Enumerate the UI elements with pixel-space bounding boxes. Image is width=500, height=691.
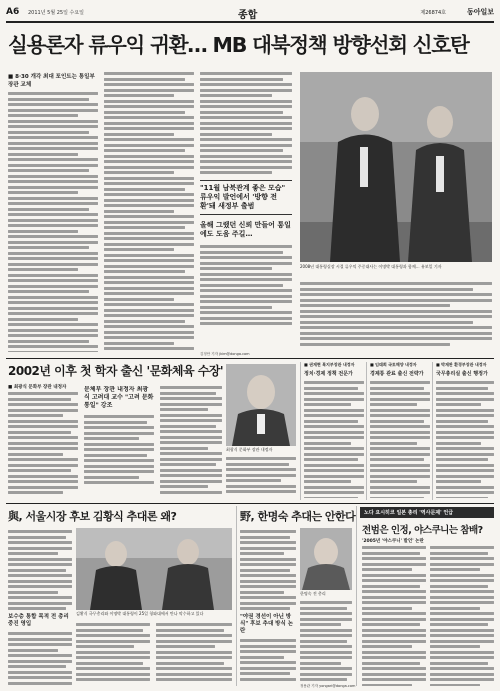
divider-3 (432, 362, 433, 500)
lead-byline: 김정안 기자 jkim@donga.com (200, 352, 250, 356)
lead-pull-quote-1: "11월 남북관계 좋은 모습" 류우익 발언에서 '방향 전환'돼 새정부 출범 (200, 180, 292, 215)
edition-number: 제26874호 (420, 10, 446, 16)
lead-pull-quote-2: 올해 그랬던 신뢰 만들어 통일에도 도움 주길… (200, 221, 291, 238)
mid-lower-byline: 정용관 기자 yongari@donga.com (300, 684, 356, 688)
side-subhead-1: 정치·경제 정책 전문가 (304, 371, 353, 377)
second-photo-caption: 최광식 문화부 장관 내정자 (226, 447, 273, 452)
lead-photo (300, 72, 492, 262)
left-lower-column-2 (76, 623, 150, 685)
mid-lower-headline: 野, 한명숙 추대는 안한다 (240, 510, 356, 523)
left-lower-photo (76, 528, 232, 610)
section-rule-2 (6, 503, 494, 504)
left-lower-headline: 與, 서울시장 후보 김황식 추대론 왜? (8, 510, 177, 523)
divider-4 (236, 506, 237, 686)
side-kicker-1: ■ 권재현 복지부장관 내정자 (304, 362, 355, 367)
second-pull-area (84, 386, 154, 496)
second-pull-quote: 문체부 장관 내정자 최광식 고려대 교수 "고려 문화 통일" 강조 (84, 386, 154, 409)
side-kicker-2: ■ 임태희 국토해양 내정자 (370, 362, 417, 367)
divider-2 (366, 362, 367, 500)
right-lower-box-header: 노다 요시히코 일본 총리 '역사문제' 언급 (360, 507, 494, 518)
side-subhead-2: 경제통 관료 출신 전략가 (370, 371, 424, 377)
page-number: A6 (6, 7, 20, 17)
mid-lower-photo (300, 528, 352, 590)
left-lower-photo-image (76, 528, 232, 610)
divider-5 (356, 506, 357, 686)
right-lower-subhead: '2005년 '야스쿠니' 발언' 논란 (362, 539, 424, 544)
section-title: 종합 (238, 10, 258, 21)
left-lower-column-3 (156, 623, 232, 685)
masthead (6, 6, 494, 20)
lead-column-1 (8, 72, 98, 352)
second-headline: 2002년 이후 첫 학자 출신 '문화체육 수장' (8, 364, 224, 378)
lead-column-3 (200, 72, 292, 352)
left-lower-column-1 (8, 530, 72, 685)
left-lower-photo-caption: 김황식 국무총리와 이명박 대통령이 25일 청와대에서 만나 악수하고 있다 (76, 611, 204, 616)
lead-photo-image (300, 72, 492, 262)
side-brief-1 (304, 362, 364, 498)
side-brief-3 (436, 362, 494, 498)
side-subhead-3: 국무총리실 출신 행정가 (436, 371, 488, 377)
second-column-3 (160, 386, 222, 496)
lead-subhead: ■ 8·30 개각 최대 포인트는 통일부 장관 교체 (8, 74, 95, 88)
paper-logo: 동아일보 (466, 8, 494, 16)
side-brief-2 (370, 362, 430, 498)
right-lower-headline: 전범은 인정, 야스쿠니는 참배? (362, 525, 483, 536)
second-subhead: ■ 최광식 문화부 장관 내정자 (8, 385, 67, 390)
mid-lower-column-1 (240, 530, 296, 685)
second-photo (226, 364, 296, 446)
right-lower-column-1 (362, 546, 426, 686)
lead-photo-caption: 2008년 대통령실장 시절 류우익 주중대사는 이명박 대통령과 함께… 유보일 기자 (300, 264, 442, 269)
mid-lower-photo-image (300, 528, 352, 590)
side-kicker-3: ■ 박재완 환경부장관 내정자 (436, 362, 487, 367)
issue-date: 2011년 5월 25일 수요일 (28, 10, 85, 16)
right-lower-column-2 (430, 546, 494, 686)
mid-lower-photo-caption: 한명숙 전 총리 (300, 591, 326, 596)
second-column-1 (8, 392, 78, 496)
lead-headline: 실용론자 류우익 귀환… MB 대북정책 방향선회 신호탄 (8, 33, 469, 57)
masthead-rule (6, 21, 494, 23)
section-rule-1 (6, 358, 494, 359)
mid-lower-pull-quote: "야권 경선이 아닌 방식" 후보 추대 방식 논란 (240, 614, 294, 634)
second-photo-image (226, 364, 296, 446)
lead-column-4 (300, 282, 492, 354)
lead-column-2 (104, 72, 194, 352)
left-lower-pull-quote: 보수층 통합 목적 전 총리 중진 영입 (8, 614, 69, 627)
second-column-4 (226, 457, 296, 497)
divider-1 (300, 362, 301, 500)
mid-lower-column-2 (300, 601, 352, 685)
